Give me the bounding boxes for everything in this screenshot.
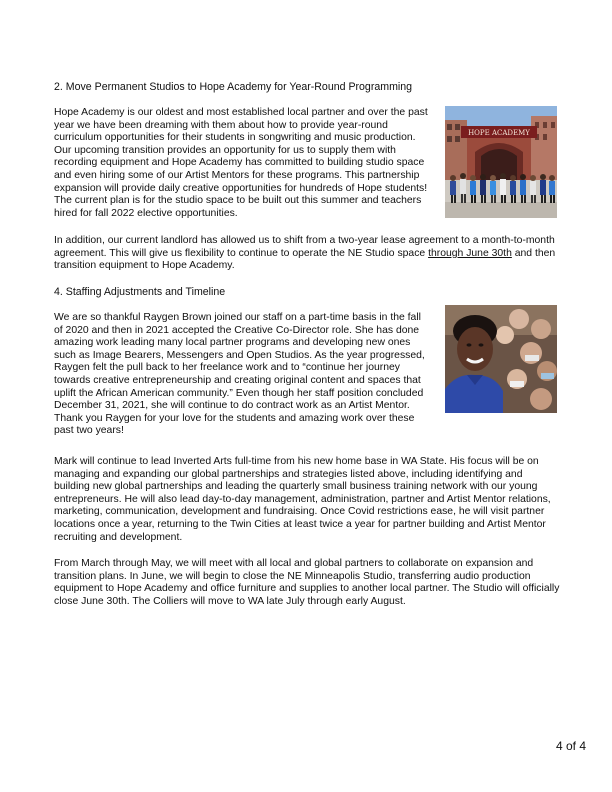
through-june-30th-text: through June 30th: [428, 247, 512, 259]
section-4-paragraph-3: From March through May, we will meet with all local and global partners to collaborate on expansion and transition plans. In June, we will begin to close the NE Minneapolis Studio, transferring audio production equipment to Hope Academy and office furniture and supplies to another local partner. The Studio will officially close June 30th. The Colliers will move to WA late July through early August.: [54, 558, 560, 607]
section-2-paragraph-1: Hope Academy is our oldest and most established local partner and over the past year we have been dreaming with them about how to provide year-round curriculum opportunities for their students in songwriting and music production. Our upcoming transition provides an opportunity for us to supply them with recording equipment and Hope Academy has committed to building studio space and even hiring some of our Artist Mentors for these programs. This partnership expansion will provide daily creative opportunities for hundreds of Hope students! The current plan is for the studio space to be built out this summer and teachers hired for fall 2022 elective opportunities.: [54, 107, 428, 219]
section-4-paragraph-2: Mark will continue to lead Inverted Arts full-time from his new home base in WA State. His focus will be on managing and expanding our global partnerships and strategies listed above, including identifying and building new global partnerships and leading the quarterly small business training network with our young entrepreneurs. He will also lead day-to-day management, administration, partner and Artist Mentor relations, marketing, communication, development and fundraising. Once Covid restrictions ease, he will visit partner locations once a year, returning to the Twin Cities at least twice a year for partner building and Artist Mentor recruiting and development.: [54, 456, 551, 543]
svg-text:HOPE ACADEMY: HOPE ACADEMY: [468, 129, 530, 137]
lease-text: In addition, our current landlord has allowed us to shift from a two-year lease agreement to a month-to-month agreement. This will give us flexibility to continue to operate the NE Studio space: [54, 235, 555, 259]
page-number: 4 of 4: [555, 739, 586, 753]
section-2-heading: 2. Move Permanent Studios to Hope Academy for Year-Round Programming: [54, 81, 413, 93]
section-4-heading: 4. Staffing Adjustments and Timeline: [54, 286, 226, 298]
raygen-selfie-photo: [445, 305, 557, 413]
section-4-paragraph-1: We are so thankful Raygen Brown joined our staff on a part-time basis in the fall of 2020 and then in 2021 accepted the Creative Co-Director role. She has done amazing work leading many local partner programs and developing new ones such as Image Bearers, Messengers and Open Studios. As the year progressed, Raygen felt the pull back to her freelance work and to “continue her journey towards creative entrepreneurship and creating original content and spaces that uplift the African American community.” Even though her staff position concluded December 31, 2021, she will continue to do contract work as an Artist Mentor. Thank you Raygen for your love for the students and amazing work over these past two years!: [54, 312, 425, 437]
document-page: [54, 0, 560, 792]
hope-academy-group-photo: [445, 106, 557, 218]
transition-text: and then transition equipment to Hope Academy.: [54, 247, 556, 272]
section-2-paragraph-2: [54, 235, 560, 273]
